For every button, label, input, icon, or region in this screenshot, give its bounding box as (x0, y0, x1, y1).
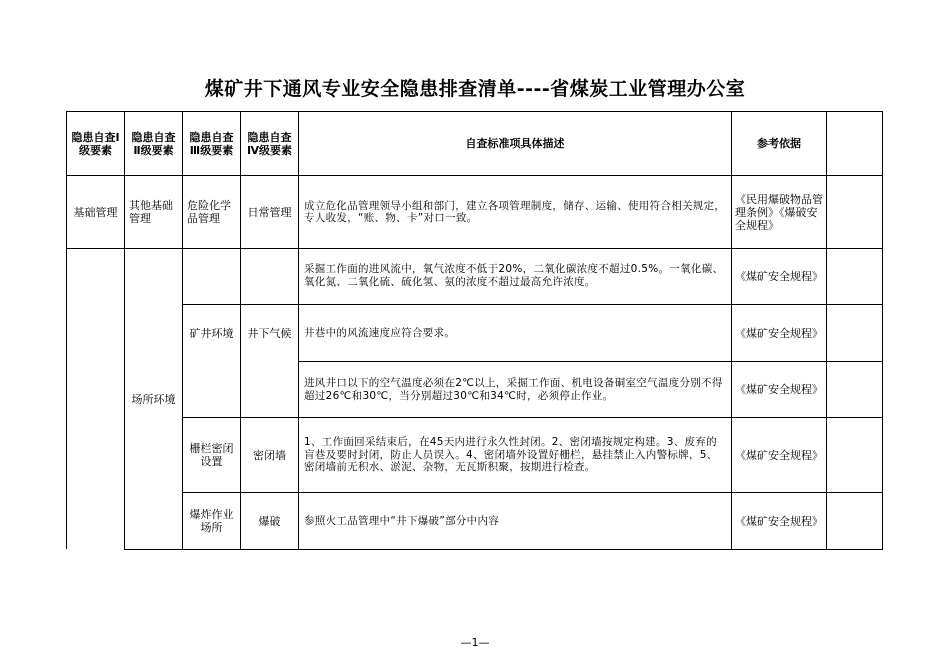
header-level2: 隐患自查Ⅱ级要素 (131, 130, 176, 157)
row1-reference: 《煤矿安全规程》 (735, 270, 823, 283)
row5-description: 参照火工品管理中“井下爆破”部分中内容 (304, 514, 500, 527)
row2-reference: 《煤矿安全规程》 (735, 326, 823, 340)
row4-level3: 栅栏密闭设置 (189, 442, 234, 468)
row4-level4: 密闭墙 (253, 448, 286, 462)
table-rule (124, 549, 883, 550)
group-level4: 井下气候 (247, 326, 292, 340)
header-extra (827, 112, 882, 175)
row2-description: 井巷中的风流速度应符合要求。 (304, 326, 456, 339)
row3-description: 进风井口以下的空气温度必须在2℃以上，采掘工作面、机电设备硐室空气温度分别不得超过26℃和30℃，当分别超过30℃和34℃时，必须停止作业。 (304, 377, 723, 402)
row5-level3: 爆炸作业场所 (189, 508, 234, 534)
group-level3: 矿井环境 (189, 326, 234, 340)
header-description: 自查标准项具体描述 (465, 137, 565, 150)
table-rule (826, 111, 827, 550)
header-reference: 参考依据 (757, 137, 801, 150)
row0-level3: 危险化学品管理 (187, 199, 231, 225)
row0-description: 成立危化品管理领导小组和部门，建立各项管理制度，储存、运输、使用符合相关规定，专人收发，“账、物、卡”对口一致。 (304, 199, 726, 224)
header-level3: 隐患自查Ⅲ级要素 (189, 130, 234, 157)
row0-level4: 日常管理 (247, 205, 292, 219)
row5-reference: 《煤矿安全规程》 (735, 514, 823, 528)
row0-reference: 《民用爆破物品管理条例》《爆破安全规程》 (735, 192, 823, 232)
table-border-right (882, 111, 883, 550)
row5-level4: 爆破 (258, 514, 281, 528)
row0-level1: 基础管理 (73, 205, 118, 219)
header-level1: 隐患自查Ⅰ级要素 (71, 130, 120, 157)
header-level4: 隐患自查Ⅳ级要素 (246, 130, 293, 157)
row4-reference: 《煤矿安全规程》 (735, 448, 823, 462)
row3-reference: 《煤矿安全规程》 (735, 383, 823, 396)
row0-level2: 其他基础管理 (129, 199, 173, 225)
row1-description: 采掘工作面的进风流中，氧气浓度不低于20%，二氧化碳浓度不超过0.5%。一氧化碳、氧化氮、二氧化硫、硫化氢、氨的浓度不超过最高允许浓度。 (304, 263, 724, 288)
row4-description: 1、工作面回采结束后，在45天内进行永久性封闭。2、密闭墙按规定构建。3、废弃的盲巷及要时封闭，防止人员误入。4、密闭墙外设置好栅栏，悬挂禁止入内警标牌，5、密闭墙前无积水、淤泥、杂物，无瓦斯积聚，按期进行检查。 (304, 436, 718, 474)
page-number: —1— (460, 636, 490, 649)
group-level2: 场所环境 (131, 392, 176, 406)
page-title: 煤矿井下通风专业安全隐患排查清单----省煤炭工业管理办公室 (204, 78, 746, 100)
